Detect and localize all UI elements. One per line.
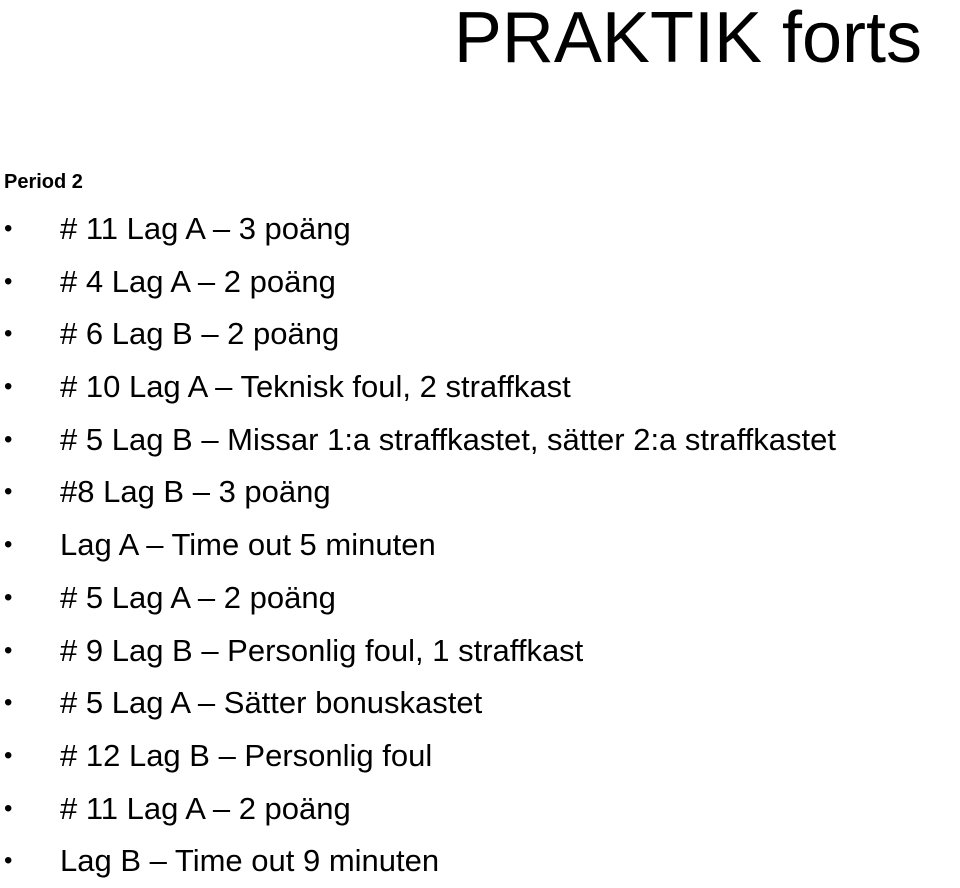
event-text: # 4 Lag A – 2 poäng [60,263,336,299]
bullet-icon: • [4,794,13,822]
slide-title: PRAKTIK forts [453,0,922,78]
event-text: # 12 Lag B – Personlig foul [60,737,433,773]
bullet-icon: • [4,531,13,559]
bullet-icon: • [4,689,13,717]
bullet-icon: • [4,267,13,295]
section-label: Period 2 [4,171,83,193]
bullet-icon: • [4,636,13,664]
bullet-icon: • [4,320,13,348]
event-text: # 5 Lag A – 2 poäng [60,579,336,615]
bullet-icon: • [4,583,13,611]
event-text: # 6 Lag B – 2 poäng [60,316,340,352]
bullet-icon: • [4,741,13,769]
bullet-icon: • [4,373,13,401]
event-text: # 11 Lag A – 3 poäng [60,211,351,246]
event-text: Lag A – Time out 5 minuten [60,527,436,563]
event-text: Lag B – Time out 9 minuten [60,843,440,879]
event-text: #8 Lag B – 3 poäng [60,474,331,510]
event-text: # 5 Lag B – Missar 1:a straffkastet, sätter 2:a straffkastet [60,421,836,457]
event-text: # 9 Lag B – Personlig foul, 1 straffkast [60,632,584,668]
bullet-icon: • [4,425,13,453]
event-text: # 5 Lag A – Sätter bonuskastet [60,685,483,721]
event-text: # 11 Lag A – 2 poäng [60,790,351,826]
bullet-icon: • [4,478,13,506]
bullet-icon: • [4,215,13,242]
bullet-icon: • [4,847,13,875]
event-text: # 10 Lag A – Teknisk foul, 2 straffkast [60,369,571,405]
